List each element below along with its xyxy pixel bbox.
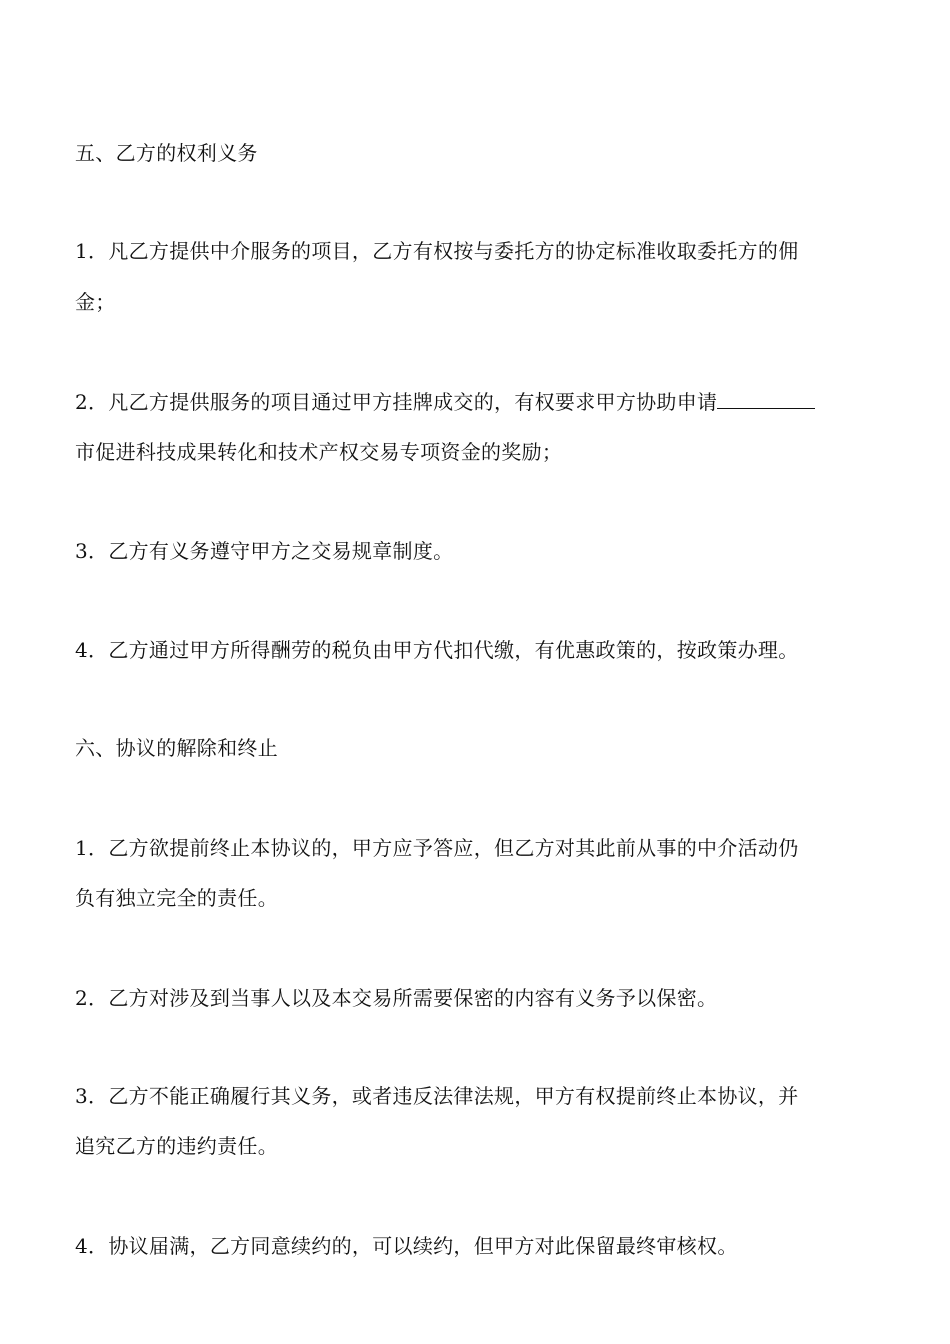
clause-6-2: 2．乙方对涉及到当事人以及本交易所需要保密的内容有义务予以保密。 [75,986,718,1010]
clause-5-4: 4．乙方通过甲方所得酬劳的税负由甲方代扣代缴，有优惠政策的，按政策办理。 [75,638,799,662]
clause-5-2-text: 2．凡乙方提供服务的项目通过甲方挂牌成交的，有权要求甲方协助申请 [75,390,718,414]
clause-5-2-line-2: 市促进科技成果转化和技术产权交易专项资金的奖励； [75,440,563,464]
clause-6-1-line-2: 负有独立完全的责任。 [75,886,278,910]
clause-6-1-line-1: 1．乙方欲提前终止本协议的，甲方应予答应，但乙方对其此前从事的中介活动仍 [75,836,799,860]
clause-6-3-line-1: 3．乙方不能正确履行其义务，或者违反法律法规，甲方有权提前终止本协议，并 [75,1084,799,1108]
clause-6-4: 4．协议届满，乙方同意续约的，可以续约，但甲方对此保留最终审核权。 [75,1234,738,1258]
clause-5-1-line-2: 金； [75,290,116,314]
clause-6-3-line-2: 追究乙方的违约责任。 [75,1134,278,1158]
fill-in-blank [717,388,815,409]
clause-5-1-line-1: 1．凡乙方提供中介服务的项目，乙方有权按与委托方的协定标准收取委托方的佣 [75,239,799,263]
clause-5-3: 3．乙方有义务遵守甲方之交易规章制度。 [75,539,454,563]
clause-5-2-line-1 [75,388,885,416]
section-heading-rights-obligations: 五、乙方的权利义务 [75,141,258,165]
section-heading-termination: 六、协议的解除和终止 [75,736,278,760]
